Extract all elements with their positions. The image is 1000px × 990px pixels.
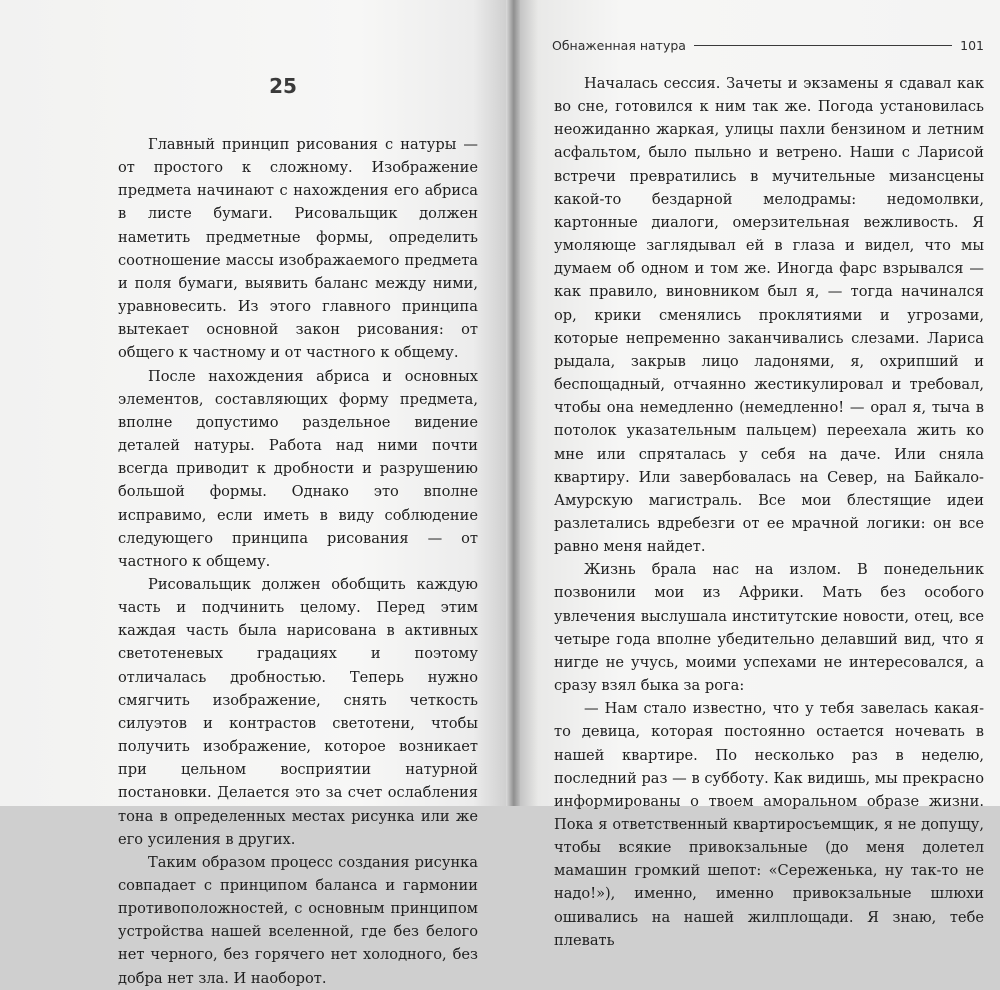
chapter-number: 25 (269, 74, 297, 98)
paragraph: — Нам стало известно, что у тебя завелась какая-то девица, которая постоянно остается ночевать в нашей квартире. По несколько раз в неделю, последний раз — в субботу. Как видишь, мы прекрасно информированы о твоем аморальном образе жизни. Пока я ответственный квартиросъемщик, я не допущу, чтобы всякие привокзальные (до меня долетел мамашин громкий шепот: «Сереженька, ну так-то не надо!»), именно, именно привокзальные шлюхи ошивались на нашей жилплощади. Я знаю, тебе плевать (554, 700, 984, 949)
book-gutter (506, 0, 520, 806)
right-page (514, 0, 1000, 949)
paragraph: После нахождения абриса и основных элементов, составляющих форму предмета, вполне допустимо раздельное видение деталей натуры. Работа над ними почти всегда приводит к дробности и разрушению большой формы. Однако это вполне исправимо, если иметь в виду соблюдение следующего принципа рисования — от частного к общему. (118, 367, 478, 570)
paragraph: Таким образом процесс создания рисунка совпадает с принципом баланса и гармонии противоположностей, с основным принципом устройства нашей вселенной, где без белого нет черного, без горячего нет холодного, без добра нет зла. И наоборот. (118, 853, 478, 987)
paragraph: Началась сессия. Зачеты и экзамены я сдавал как во сне, готовился к ним так же. Погода установилась неожиданно жаркая, улицы пахли бензином и летним асфальтом, было пыльно и ветрено. Наши с Ларисой встречи превратились в мучительные мизансцены какой-то бездарной мелодрамы: недомолвки, картонные диалоги, омерзительная вежливость. Я умоляюще заглядывал ей в глаза и видел, что мы думаем об одном и том же. Иногда фарс взрывался — как правило, виновником был я, — тогда начинался ор, крики сменялись проклятиями и угрозами, которые непременно заканчивались слезами. Лариса рыдала, закрыв лицо ладонями, я, охрипший и беспощадный, отчаянно жестикулировал и требовал, чтобы она немедленно (немедленно! — орал я, тыча в потолок указательным пальцем) переехала жить ко мне или спряталась у себя на даче. Или сняла квартиру. Или завербовалась на Север, на Байкало-Амурскую магистраль. Все мои блестящие идеи разлетались вдребезги от ее мрачной логики: он все равно меня найдет. (554, 75, 984, 556)
paragraph: Рисовальщик должен обобщить каждую часть и подчинить целому. Перед этим каждая часть была нарисована в активных светотеневых градациях и поэтому отличалась дробностью. Теперь нужно смягчить изображение, снять четкость силуэтов и контрастов светотени, чтобы получить изображение, которое возникает при цельном восприятии натурной постановки. Делается это за счет ослабления тона в определенных местах рисунка или же его усиления в других. (118, 575, 478, 848)
running-header (552, 38, 984, 53)
right-page-text (554, 72, 984, 952)
paragraph: Жизнь брала нас на излом. В понедельник позвонили мои из Африки. Мать без особого увлечения выслушала институтские новости, отец, все четыре года вполне убедительно делавший вид, что я нигде не учусь, моими успехами не интересовался, а сразу взял быка за рога: (554, 561, 984, 695)
page-number: 101 (960, 38, 984, 53)
header-rule (694, 45, 952, 46)
running-title: Обнаженная натура (552, 38, 686, 53)
paragraph: Главный принцип рисования с натуры — от простого к сложному. Изображение предмета начинают с нахождения его абриса в листе бумаги. Рисовальщик должен наметить предметные формы, определить соотношение массы изображаемого предмета и поля бумаги, выявить баланс между ними, уравновесить. Из этого главного принципа вытекает основной закон рисования: от общего к частному и от частного к общему. (118, 136, 478, 362)
left-page-text (118, 133, 478, 990)
